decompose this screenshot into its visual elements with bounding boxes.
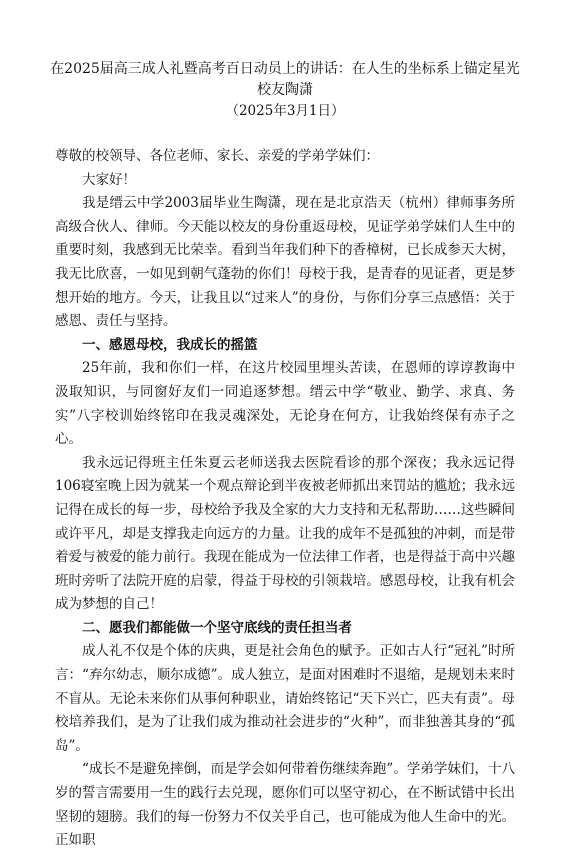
document-title: 在2025届高三成人礼暨高考百日动员上的讲话：在人生的坐标系上锚定星光: [50, 61, 520, 77]
speech-date: （2025年3月1日）: [225, 103, 345, 119]
speech-body: [55, 145, 515, 853]
section-heading-1: 一、感恩母校，我成长的摇篮: [82, 336, 258, 353]
paragraph: 我永远记得班主任朱夏云老师送我去医院看诊的那个深夜；我永远记得106寝室晚上因为就某一个观点辩论到半夜被老师抓出来罚站的尴尬；我永远记得在成长的每一步，母校给予我及全家的大力支持和无私帮助……这些瞬间或许平凡，却是支撑我走向远方的力量。让我的成年不是孤独的冲刺，而是带着爱与被爱的能力前行。我现在能成为一位法律工作者，也是得益于高中兴趣班时旁听了法院开庭的启蒙，得益于母校的引领栽培。感恩母校，让我有机会成为梦想的自己！: [55, 454, 515, 613]
paragraph-intro: 我是缙云中学2003届毕业生陶潇，现在是北京浩天（杭州）律师事务所高级合伙人、律师。今天能以校友的身份重返母校，见证学弟学妹们人生中的重要时刻，我感到无比荣幸。看到当年我们种下的香樟树，已长成参天大树，我无比欣喜，一如见到朝气蓬勃的你们！母校于我，是青春的见证者，更是梦想开始的地方。今天，让我且以“过来人”的身份，与你们分享三点感悟：关于感恩、责任与坚持。: [55, 195, 515, 330]
greeting: 大家好！: [82, 171, 136, 188]
paragraph: “成长不是避免摔倒，而是学会如何带着伤继续奔跑”。学弟学妹们，十八岁的誓言需要用一生的践行去兑现，愿你们可以坚守初心，在不断试错中长出坚韧的翅膀。我们的每一份努力不仅关乎自己，也可能成为他人生命中的光。正如职: [55, 761, 515, 849]
salutation: 尊敬的校领导、各位老师、家长、亲爱的学弟学妹们：: [55, 148, 379, 164]
paragraph: 成人礼不仅是个体的庆典，更是社会角色的赋予。正如古人行“冠礼”时所言：“弃尔幼志，顺尔成德”。成人独立，是面对困难时不退缩，是规划未来时不盲从。无论未来你们从事何种职业，请始终铭记“天下兴亡，匹夫有责”。母校培养我们，是为了让我们成为推动社会进步的“火种”，而非独善其身的“孤岛”。: [55, 643, 515, 754]
section-heading-2: 二、愿我们都能做一个坚守底线的责任担当者: [82, 619, 352, 636]
speaker-name: 校友陶潇: [257, 82, 313, 98]
paragraph: 25年前，我和你们一样，在这片校园里埋头苦读，在恩师的谆谆教诲中汲取知识，与同窗好友们一同追逐梦想。缙云中学“敬业、勤学、求真、务实”八字校训始终铭印在我灵魂深处，无论身在何方，让我始终保有赤子之心。: [55, 360, 515, 448]
